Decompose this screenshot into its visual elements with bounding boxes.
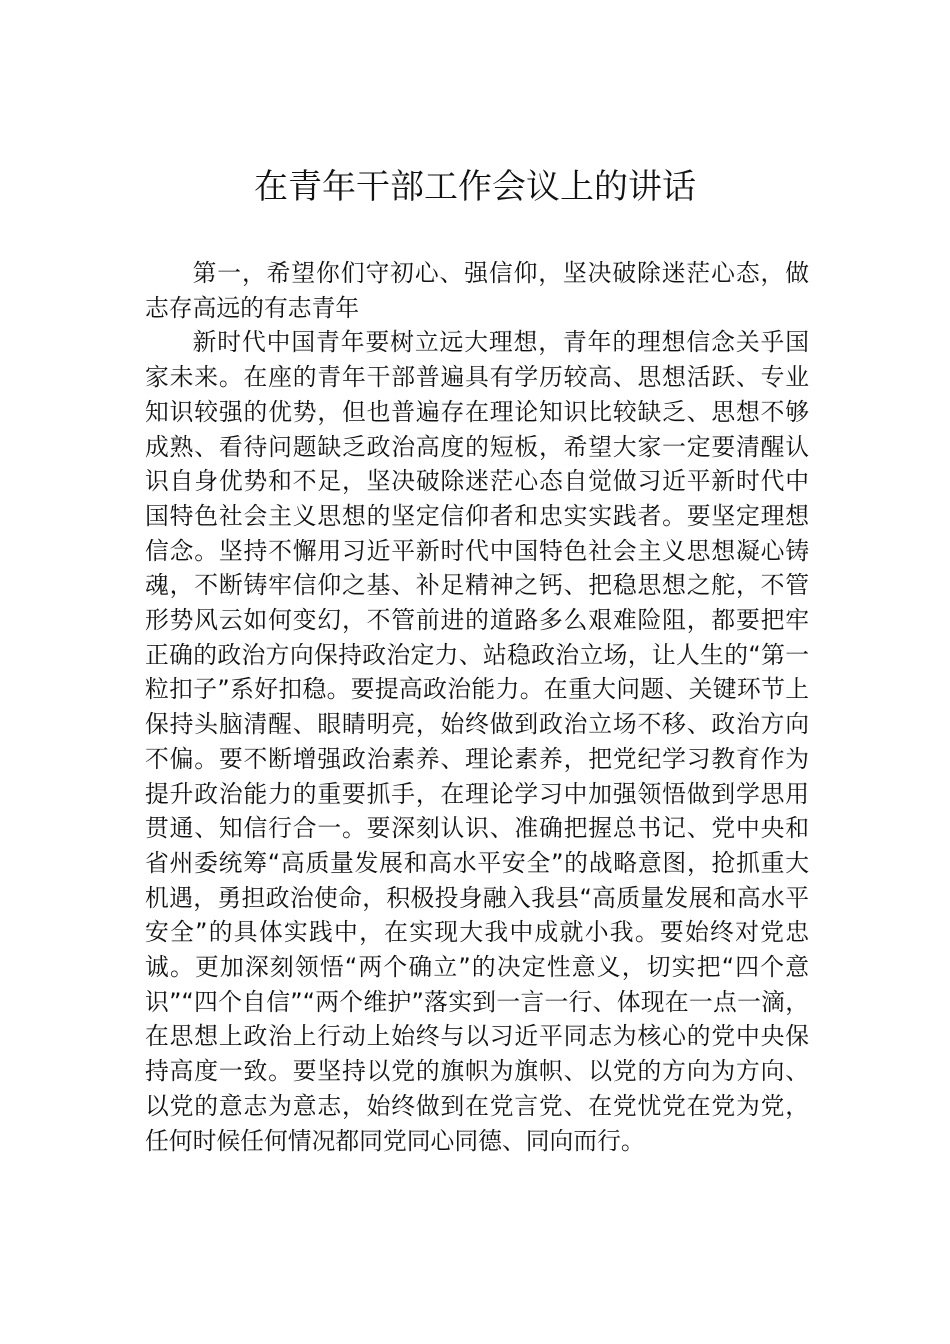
section-heading: 第一，希望你们守初心、强信仰，坚决破除迷茫心态，做志存高远的有志青年 [145, 259, 809, 322]
document-title: 在青年干部工作会议上的讲话 [254, 167, 696, 207]
document-body [145, 256, 809, 1158]
body-paragraph: 新时代中国青年要树立远大理想，青年的理想信念关乎国家未来。在座的青年干部普遍具有学历较高、思想活跃、专业知识较强的优势，但也普遍存在理论知识比较缺乏、思想不够成熟、看待问题缺乏政治高度的短板，希望大家一定要清醒认识自身优势和不足，坚决破除迷茫心态自觉做习近平新时代中国特色社会主义思想的坚定信仰者和忠实实践者。要坚定理想信念。坚持不懈用习近平新时代中国特色社会主义思想凝心铸魂，不断铸牢信仰之基、补足精神之钙、把稳思想之舵，不管形势风云如何变幻，不管前进的道路多么艰难险阻，都要把牢正确的政治方向保持政治定力、站稳政治立场，让人生的“第一粒扣子”系好扣稳。要提高政治能力。在重大问题、关键环节上保持头脑清醒、眼睛明亮，始终做到政治立场不移、政治方向不偏。要不断增强政治素养、理论素养，把党纪学习教育作为提升政治能力的重要抓手，在理论学习中加强领悟做到学思用贯通、知信行合一。要深刻认识、准确把握总书记、党中央和省州委统筹“高质量发展和高水平安全”的战略意图，抢抓重大机遇，勇担政治使命，积极投身融入我县“高质量发展和高水平安全”的具体实践中，在实现大我中成就小我。要始终对党忠诚。更加深刻领悟“两个确立”的决定性意义，切实把“四个意识”“四个自信”“两个维护”落实到一言一行、体现在一点一滴，在思想上政治上行动上始终与以习近平同志为核心的党中央保持高度一致。要坚持以党的旗帜为旗帜、以党的方向为方向、以党的意志为意志，始终做到在党言党、在党忧党在党为党，任何时候任何情况都同党同心同德、同向而行。 [145, 328, 809, 1155]
